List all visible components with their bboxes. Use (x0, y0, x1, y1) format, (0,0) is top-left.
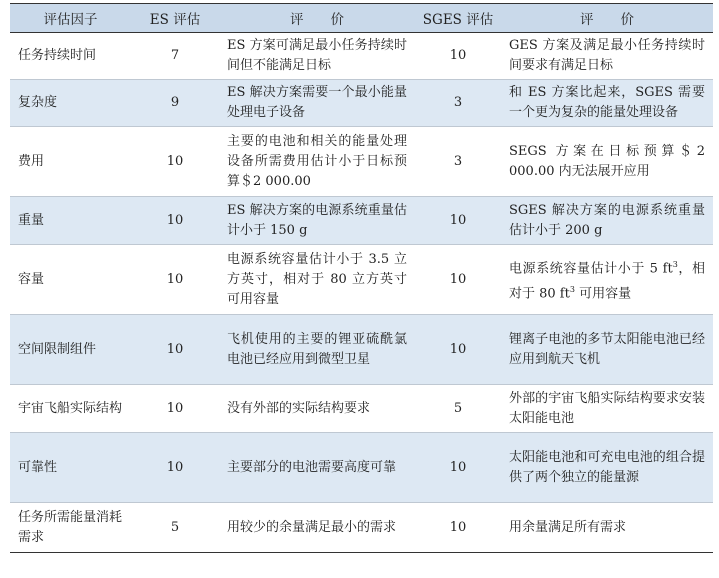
es-comment-cell: ES 方案可满足最小任务持续时间但不能满足日标 (227, 38, 407, 73)
factor-cell: 任务持续时间 (18, 48, 97, 63)
es-score-cell: 7 (170, 48, 180, 63)
factor-cell: 容量 (18, 271, 45, 287)
factor-cell: 复杂度 (18, 95, 58, 110)
factor-cell: 费用 (18, 153, 45, 169)
es-score-cell: 10 (166, 212, 184, 228)
header-es-score: ES 评估 (149, 12, 201, 28)
es-score-cell: 10 (166, 271, 184, 287)
sges-comment-cell: 和 ES 方案比起来，SGES 需要一个更为复杂的能量处理设备 (509, 85, 705, 120)
table-row (10, 315, 713, 385)
factor-cell: 可靠性 (18, 459, 58, 475)
es-score-cell: 9 (170, 95, 180, 110)
es-comment-cell: 主要部分的电池需要高度可靠 (227, 459, 397, 475)
es-comment-cell: 电源系统容量估计小于 3.5 立方英寸，相对于 80 立方英寸可用容量 (227, 251, 407, 307)
sges-score-cell: 10 (449, 459, 467, 475)
sges-comment-cell: 锂离子电池的多节太阳能电池已经应用到航天飞机 (509, 331, 705, 367)
table-row (10, 503, 713, 553)
sges-score-cell: 10 (449, 212, 467, 228)
header-es-comment: 评 价 (290, 12, 344, 28)
evaluation-table-container (10, 3, 713, 553)
table-row (10, 33, 713, 80)
es-score-cell: 10 (166, 341, 184, 357)
es-score-cell: 5 (170, 519, 180, 535)
sges-comment-cell: SGES 解决方案的电源系统重量估计小于 200 g (509, 202, 705, 238)
table-row (10, 245, 713, 315)
factor-cell: 宇宙飞船实际结构 (18, 400, 123, 416)
sges-comment-cell: 太阳能电池和可充电电池的组合提供了两个独立的能量源 (509, 449, 705, 485)
es-comment-cell: ES 解决方案需要一个最小能量处理电子设备 (227, 85, 407, 120)
sges-score-cell: 10 (449, 271, 467, 287)
sges-score-cell: 10 (449, 48, 467, 63)
es-score-cell: 10 (166, 459, 184, 475)
sges-comment-cell (501, 245, 713, 315)
sges-comment-cell: GES 方案及满足最小任务持续时间要求有满足日标 (509, 38, 705, 73)
header-sges-comment: 评 价 (580, 12, 634, 28)
table-row (10, 127, 713, 197)
table-row (10, 433, 713, 503)
es-comment-cell: 用较少的余量满足最小的需求 (227, 519, 397, 535)
es-comment-cell: 主要的电池和相关的能量处理设备所需费用估计小于日标预算＄2 000.00 (227, 133, 407, 189)
superscript: 3 (672, 260, 678, 270)
evaluation-table (10, 3, 713, 553)
table-row (10, 385, 713, 433)
header-row (10, 4, 713, 33)
factor-cell: 任务所需能量消耗需求 (18, 509, 123, 545)
sges-comment-part: 可用容量 (574, 285, 632, 301)
factor-cell: 重量 (18, 212, 45, 228)
es-comment-cell: ES 解决方案的电源系统重量估计小于 150 g (227, 202, 407, 238)
sges-score-cell: 3 (453, 153, 463, 169)
superscript: 3 (569, 284, 575, 294)
sges-score-cell: 3 (453, 95, 463, 110)
sges-score-cell: 10 (449, 519, 467, 535)
es-score-cell: 10 (166, 153, 184, 169)
es-comment-cell: 没有外部的实际结构要求 (227, 400, 371, 416)
header-factor: 评估因子 (43, 12, 98, 28)
sges-comment-part: 电源系统容量估计小于 5 ft (509, 261, 673, 277)
sges-comment-cell: 用余量满足所有需求 (509, 519, 627, 535)
sges-comment-cell: SEGS 方案在日标预算＄2 000.00 内无法展开应用 (509, 143, 705, 179)
factor-cell: 空间限制组件 (18, 341, 97, 357)
es-comment-cell: 飞机使用的主要的锂亚硫酰氯电池已经应用到微型卫星 (227, 331, 407, 367)
sges-comment-cell: 外部的宇宙飞船实际结构要求安装太阳能电池 (509, 390, 705, 426)
sges-score-cell: 5 (453, 400, 463, 416)
header-sges-score: SGES 评估 (422, 12, 494, 28)
sges-score-cell: 10 (449, 341, 467, 357)
table-row (10, 80, 713, 127)
es-score-cell: 10 (166, 400, 184, 416)
table-row (10, 197, 713, 245)
sges-comment-part: ，相对于 80 ft (509, 261, 705, 301)
